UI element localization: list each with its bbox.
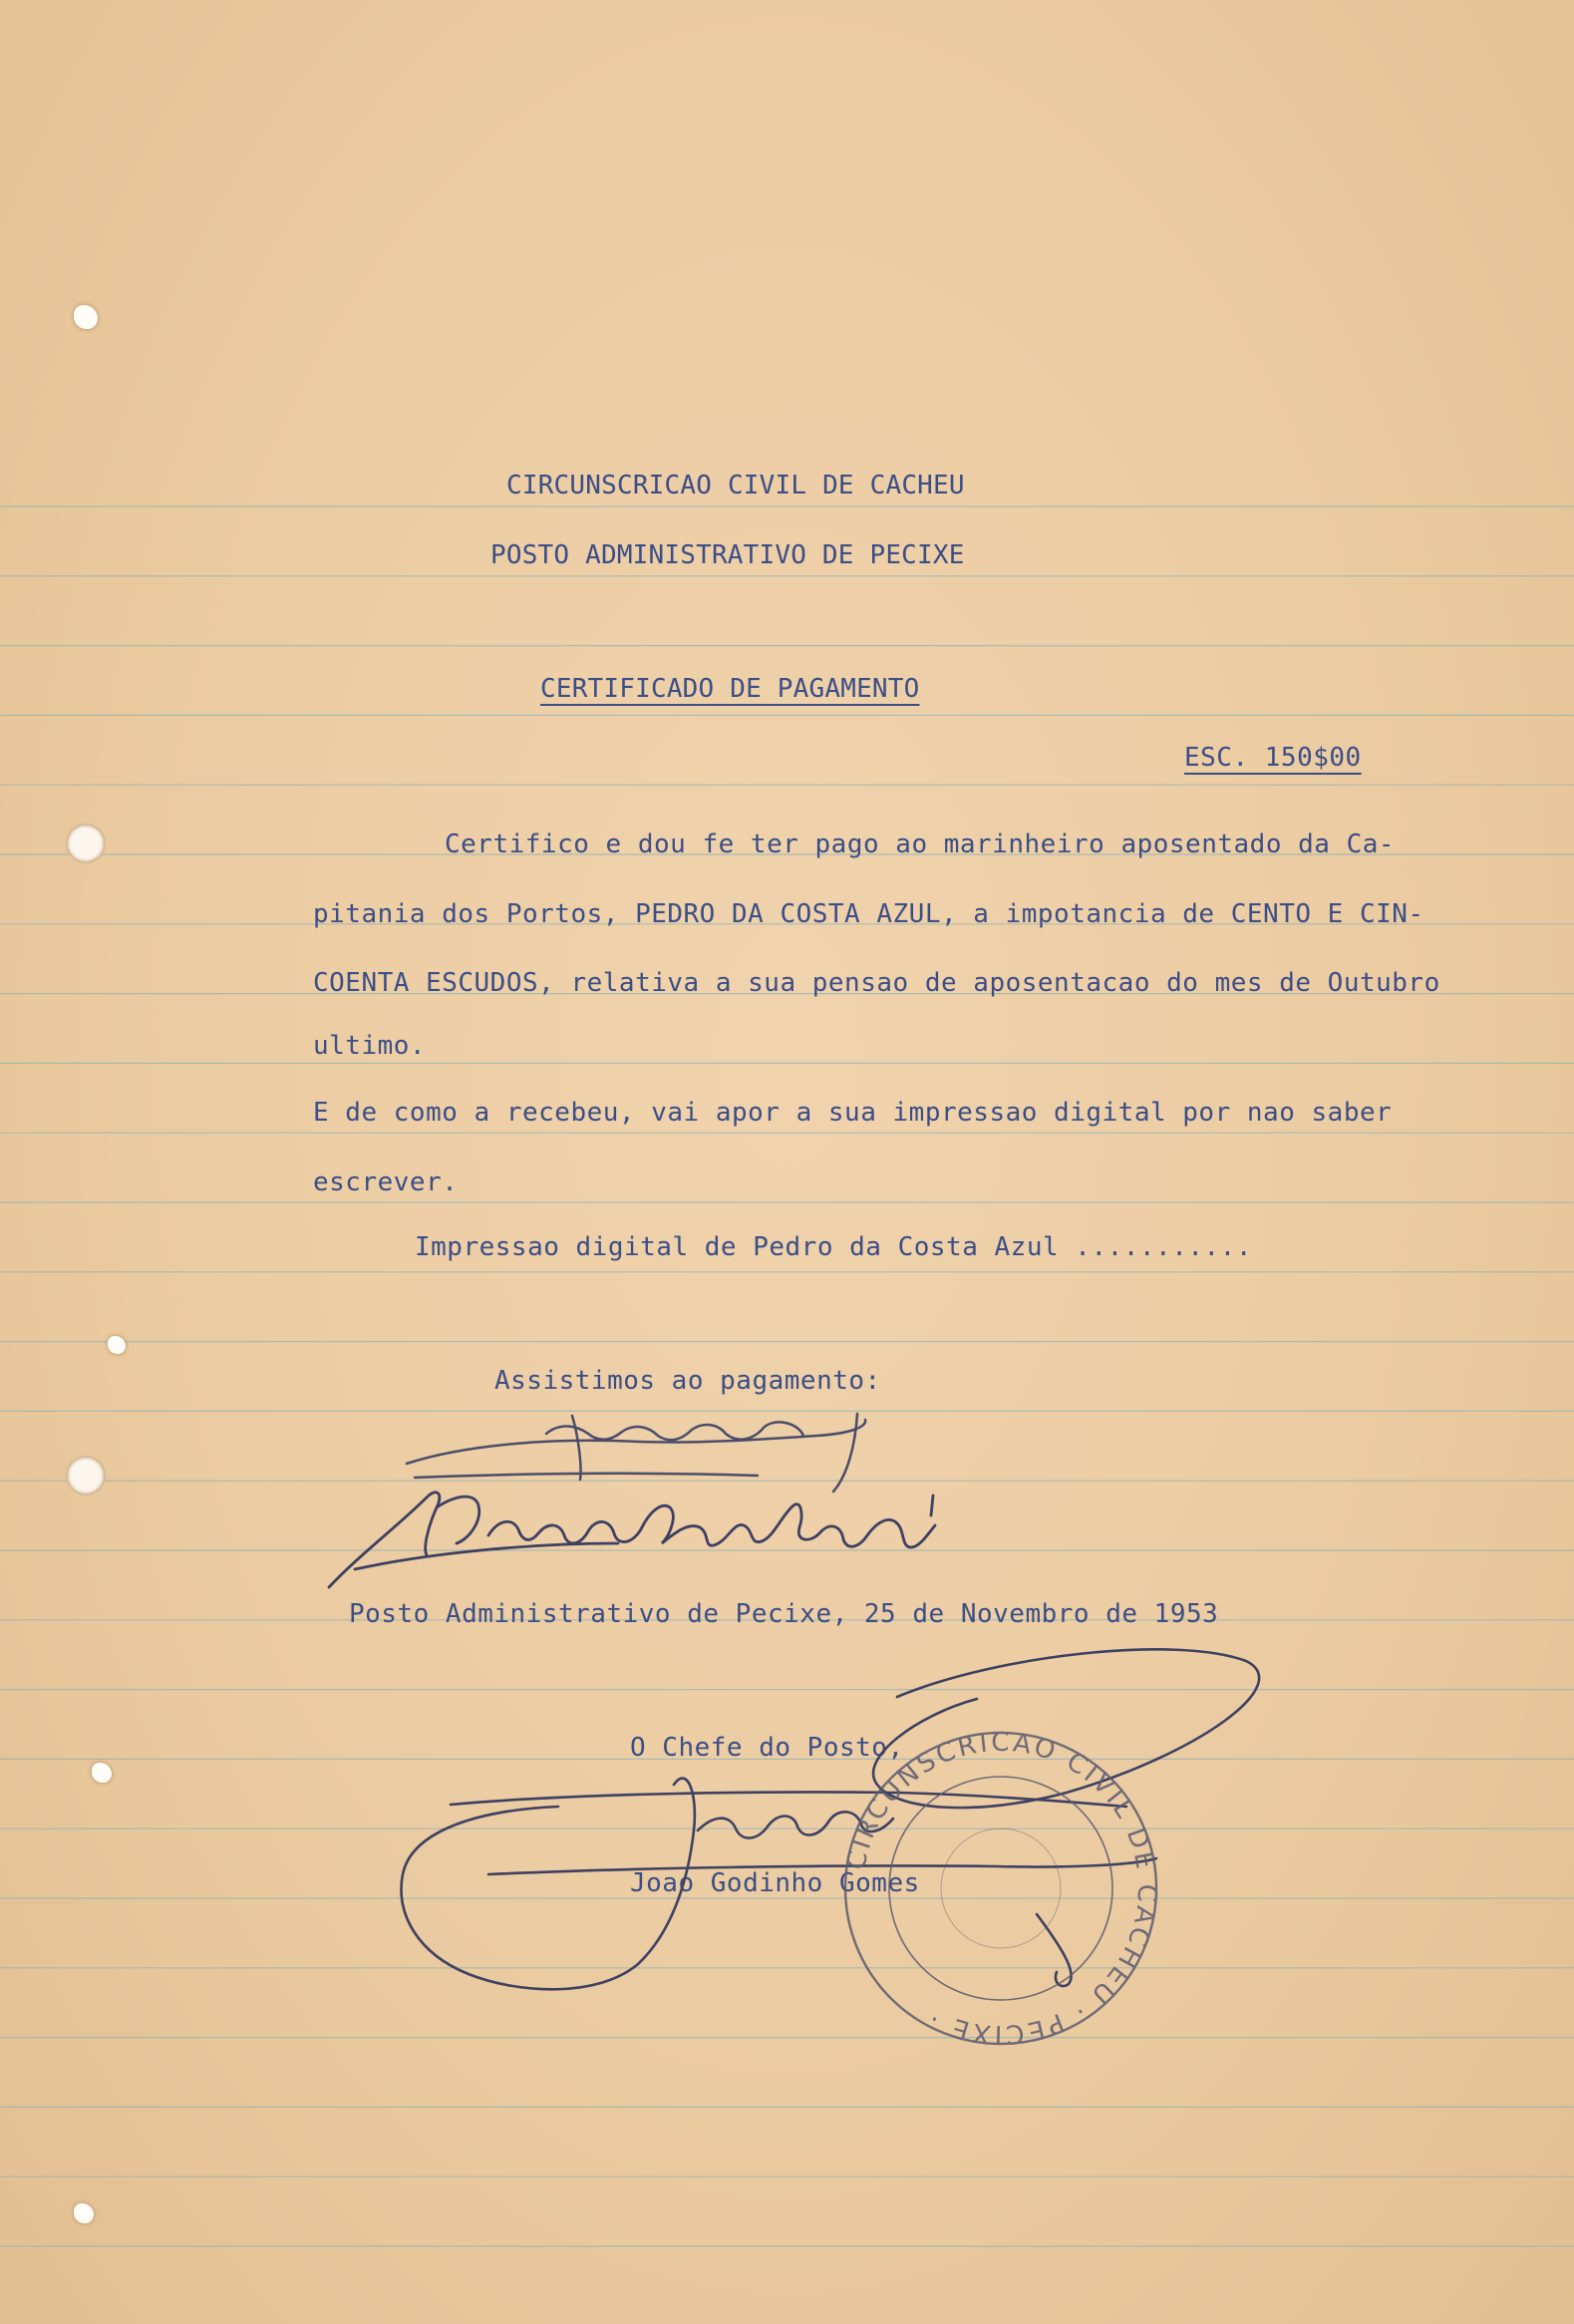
header-line-2: POSTO ADMINISTRATIVO DE PECIXE (490, 540, 965, 570)
header-line-1: CIRCUNSCRICAO CIVIL DE CACHEU (506, 471, 965, 500)
witness-signature-2 (329, 1493, 935, 1587)
chief-label: O Chefe do Posto, (630, 1733, 904, 1763)
witness-signature-1 (407, 1414, 865, 1492)
svg-text:CIRCUNSCRICAO CIVIL DE CACHEU: CIRCUNSCRICAO CIVIL DE CACHEU · PECIXE · (841, 1727, 1162, 2050)
body-line-1: Certifico e dou fe ter pago ao marinheiro aposentado da Ca- (445, 830, 1396, 859)
amount: ESC. 150$00 (1184, 743, 1362, 773)
body-line-2: pitania dos Portos, PEDRO DA COSTA AZUL, a impotancia de CENTO E CIN- (313, 899, 1424, 929)
place-date: Posto Administrativo de Pecixe, 25 de Novembro de 1953 (349, 1599, 1219, 1629)
document-title: CERTIFICADO DE PAGAMENTO (540, 674, 920, 704)
witnesses-label: Assistimos ao pagamento: (494, 1366, 881, 1396)
official-stamp (841, 1728, 1161, 2050)
body-line-5: E de como a recebeu, vai apor a sua impressao digital por nao saber (313, 1098, 1393, 1128)
chief-name: Joao Godinho Gomes (630, 1868, 920, 1898)
fingerprint-line: Impressao digital de Pedro da Costa Azul ........... (415, 1232, 1252, 1262)
body-line-6: escrever. (313, 1167, 459, 1197)
body-line-3: COENTA ESCUDOS, relativa a sua pensao de aposentacao do mes de Outubro (313, 968, 1440, 998)
body-line-4: ultimo. (313, 1031, 427, 1061)
